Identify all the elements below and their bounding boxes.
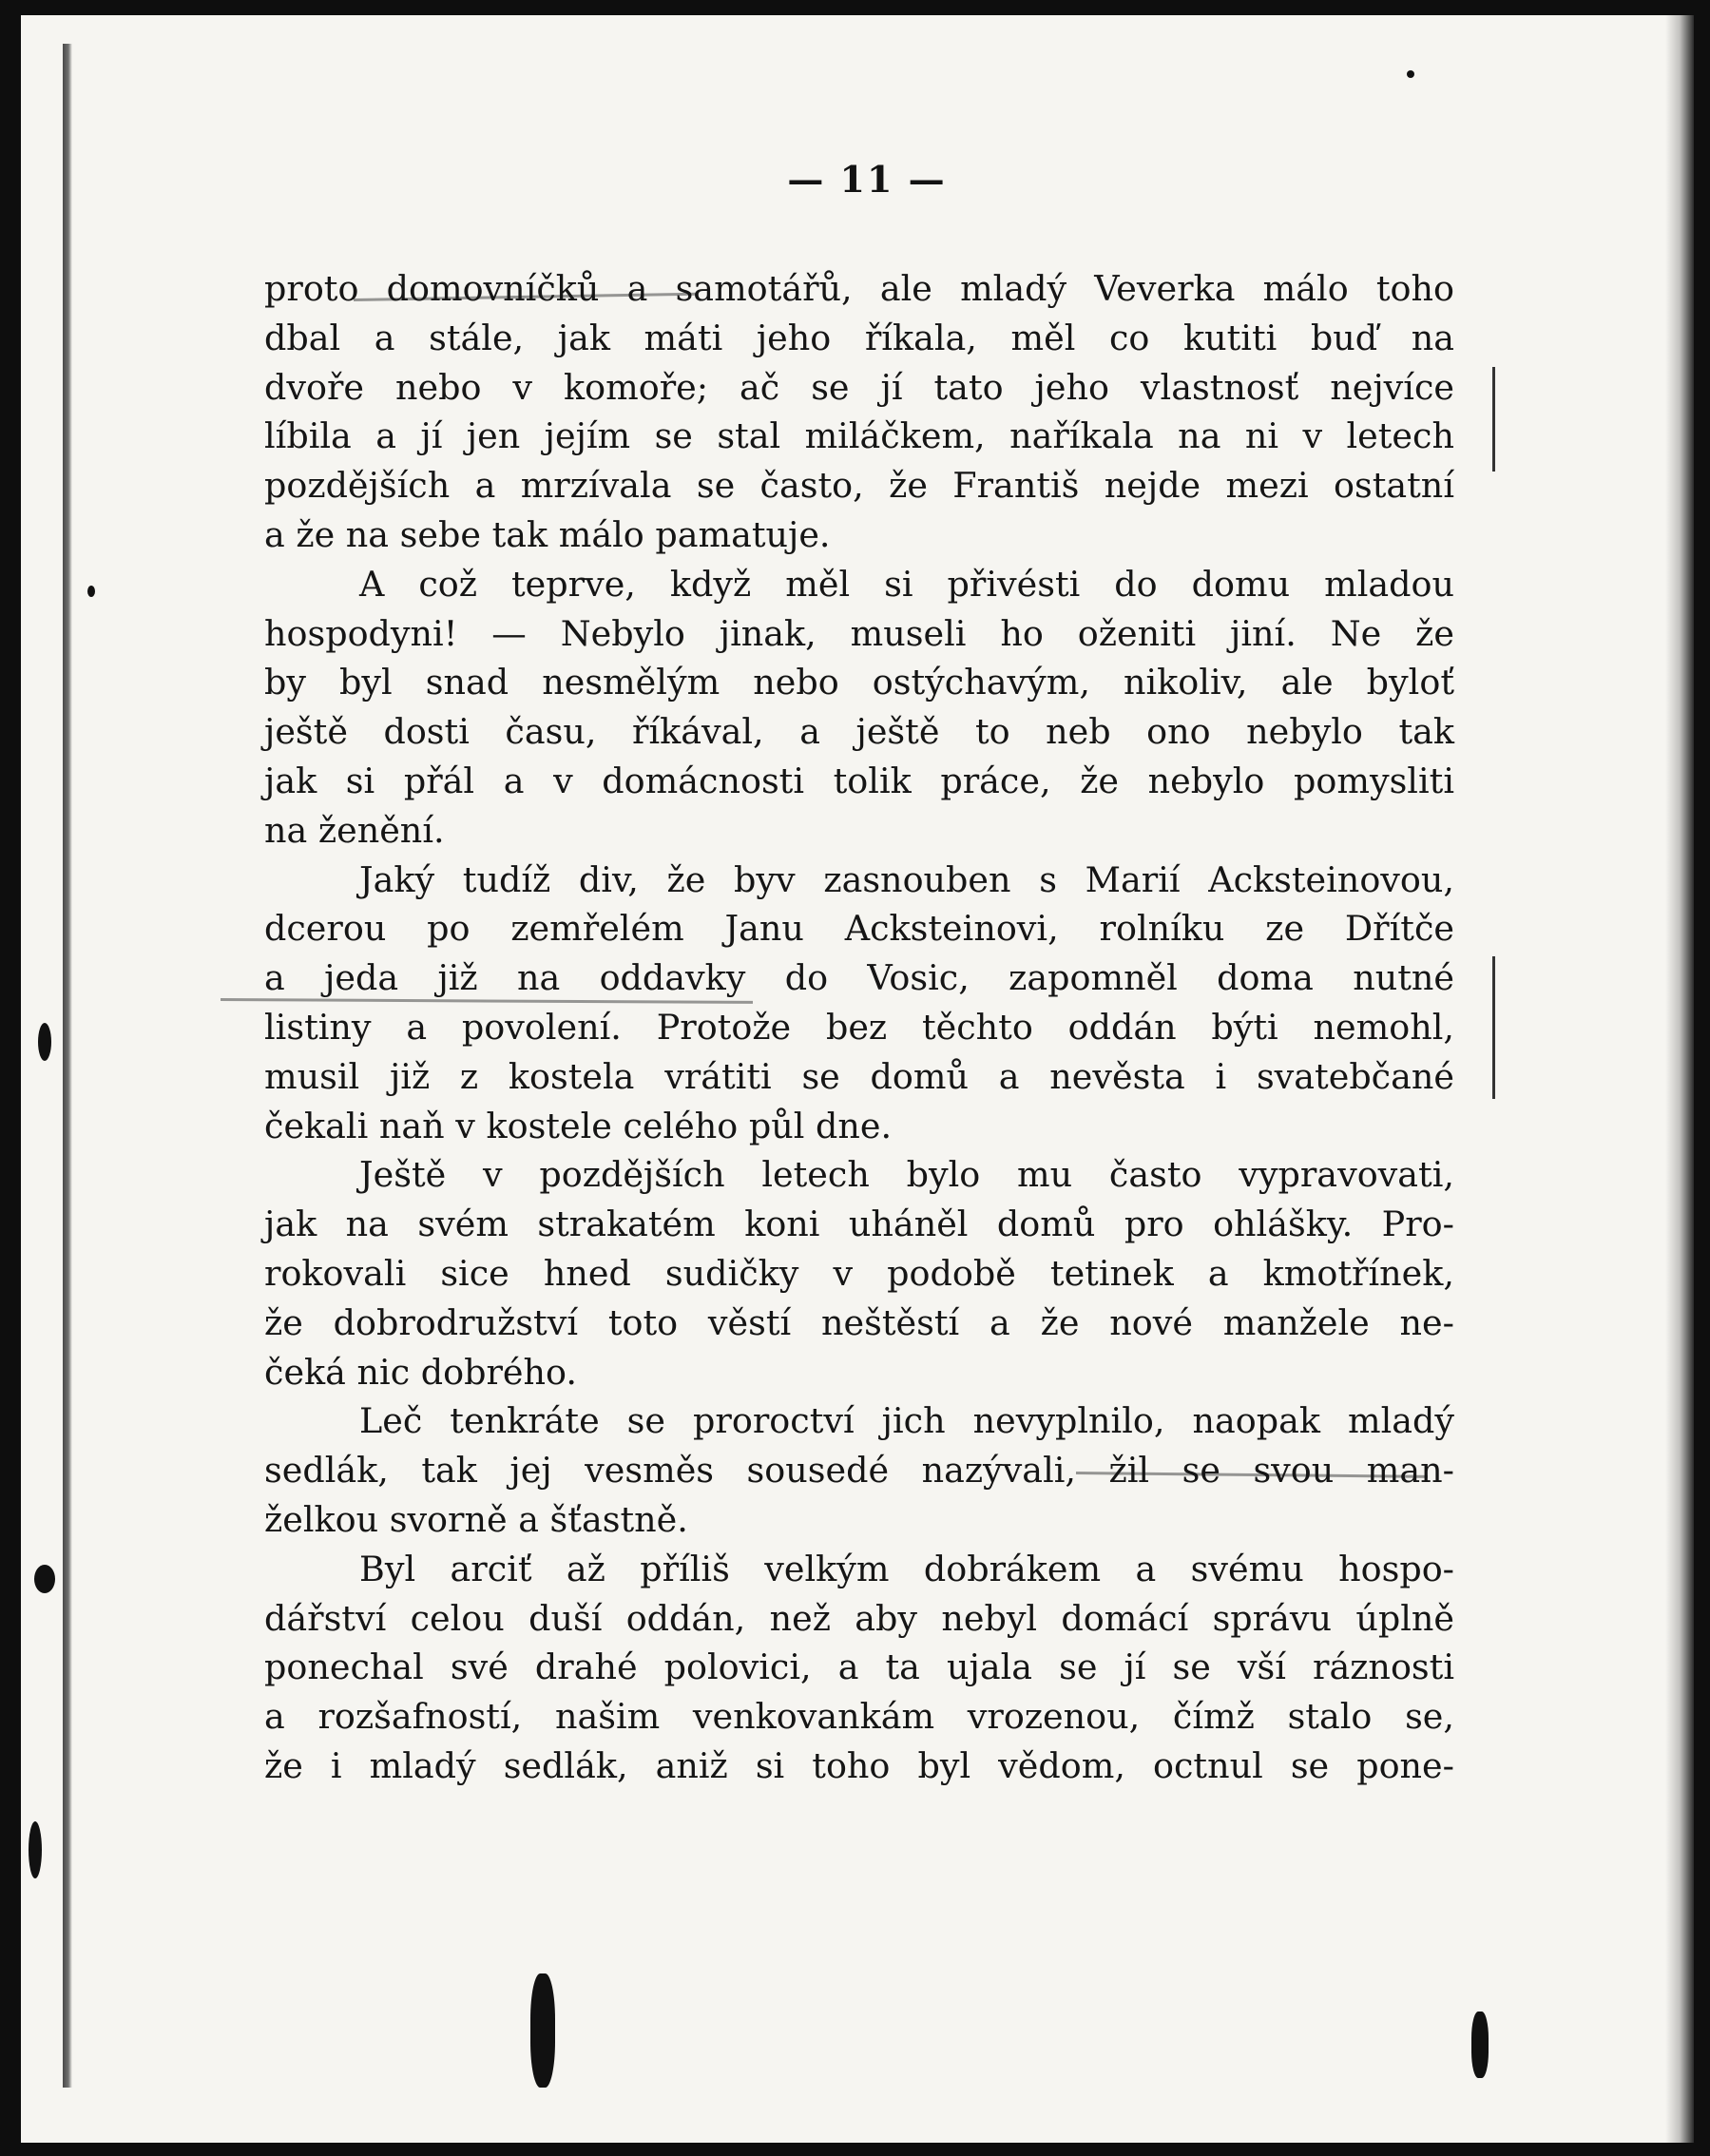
text-line: ještě dosti času, říkával, a ještě to neb ono nebylo tak xyxy=(264,711,1454,753)
text-line: jak na svém strakatém koni uháněl domů pro ohlášky. Pro- xyxy=(264,1203,1454,1245)
text-line: listiny a povolení. Protože bez těchto oddán býti nemohl, xyxy=(264,1006,1454,1048)
text-line: a že na sebe tak málo pamatuje. xyxy=(264,513,831,555)
text-line: by byl snad nesmělým nebo ostýchavým, nikoliv, ale bylоť xyxy=(264,662,1454,703)
text-line: proto domovníčků a samotářů, ale mladý Veverka málo toho xyxy=(264,268,1454,309)
text-line: že i mladý sedlák, aniž si toho byl vědom, octnul se pone- xyxy=(264,1744,1454,1786)
text-line: pozdějších a mrzívala se často, že Františ nejde mezi ostatní xyxy=(264,465,1454,507)
text-line: sedlák, tak jej vesměs sousedé nazývali, žil se svou man- xyxy=(264,1450,1454,1492)
ink-blot xyxy=(38,1023,51,1061)
text-line: a jeda již na oddavky do Vosic, zapomněl doma nutné xyxy=(264,957,1454,999)
ink-dot xyxy=(1407,70,1414,78)
ink-blot xyxy=(29,1821,42,1878)
text-line: A což teprve, když měl si přivésti do domu mladou xyxy=(359,563,1454,605)
text-line: Byl arciť až příliš velkým dobrákem a svému hospo- xyxy=(359,1548,1454,1589)
ink-blot xyxy=(34,1565,55,1593)
scan-binding-shadow xyxy=(63,44,72,2088)
margin-mark xyxy=(1492,956,1495,1099)
text-line: Jaký tudíž div, že byv zasnouben s Marií Acksteinovou, xyxy=(359,858,1454,900)
ink-blot xyxy=(530,1973,555,2088)
ink-dot xyxy=(87,586,95,597)
margin-mark xyxy=(1492,367,1495,472)
text-line: želkou svorně a šťastně. xyxy=(264,1498,688,1540)
text-line: čekali naň v kostele celého půl dne. xyxy=(264,1105,893,1146)
text-line: musil již z kostela vrátiti se domů a nevěsta i svatebčané xyxy=(264,1055,1454,1097)
text-line: jak si přál a v domácnosti tolik práce, že nebylo pomysliti xyxy=(264,760,1454,801)
text-line: dářství celou duší oddán, než aby nebyl domácí správu úplně xyxy=(264,1597,1454,1639)
scan-edge-shadow xyxy=(1665,15,1694,2143)
body-text xyxy=(264,264,1454,1791)
text-line: že dobrodružství toto věstí neštěstí a že nové manžele ne- xyxy=(264,1301,1454,1343)
text-line: dvoře nebo v komoře; ač se jí tato jeho vlastnosť nejvíce xyxy=(264,366,1454,408)
page-number: — 11 — xyxy=(787,158,947,201)
text-line: na ženění. xyxy=(264,809,445,851)
text-line: rokovali sice hned sudičky v podobě tetinek a kmotřínek, xyxy=(264,1252,1454,1294)
book-page xyxy=(21,15,1694,2143)
text-line: hospodyni! — Nebylo jinak, museli ho oženiti jiní. Ne že xyxy=(264,612,1454,654)
text-line: Leč tenkráte se proroctví jich nevyplnilo, naopak mladý xyxy=(359,1400,1454,1442)
text-line: dbal a stále, jak máti jeho říkala, měl co kutiti buď na xyxy=(264,317,1454,358)
text-line: dcerou po zemřelém Janu Acksteinovi, rolníku ze Dřítče xyxy=(264,908,1454,950)
text-line: Ještě v pozdějších letech bylo mu často vypravovati, xyxy=(359,1154,1454,1196)
text-line: líbila a jí jen jejím se stal miláčkem, naříkala na ni v letech xyxy=(264,415,1454,457)
text-line: ponechal své drahé polovici, a ta ujala se jí se vší ráznosti xyxy=(264,1646,1454,1688)
text-line: čeká nic dobrého. xyxy=(264,1351,577,1393)
ink-blot xyxy=(1471,2012,1489,2078)
text-line: a rozšafností, našim venkovankám vrozenou, čímž stalo se, xyxy=(264,1696,1454,1738)
